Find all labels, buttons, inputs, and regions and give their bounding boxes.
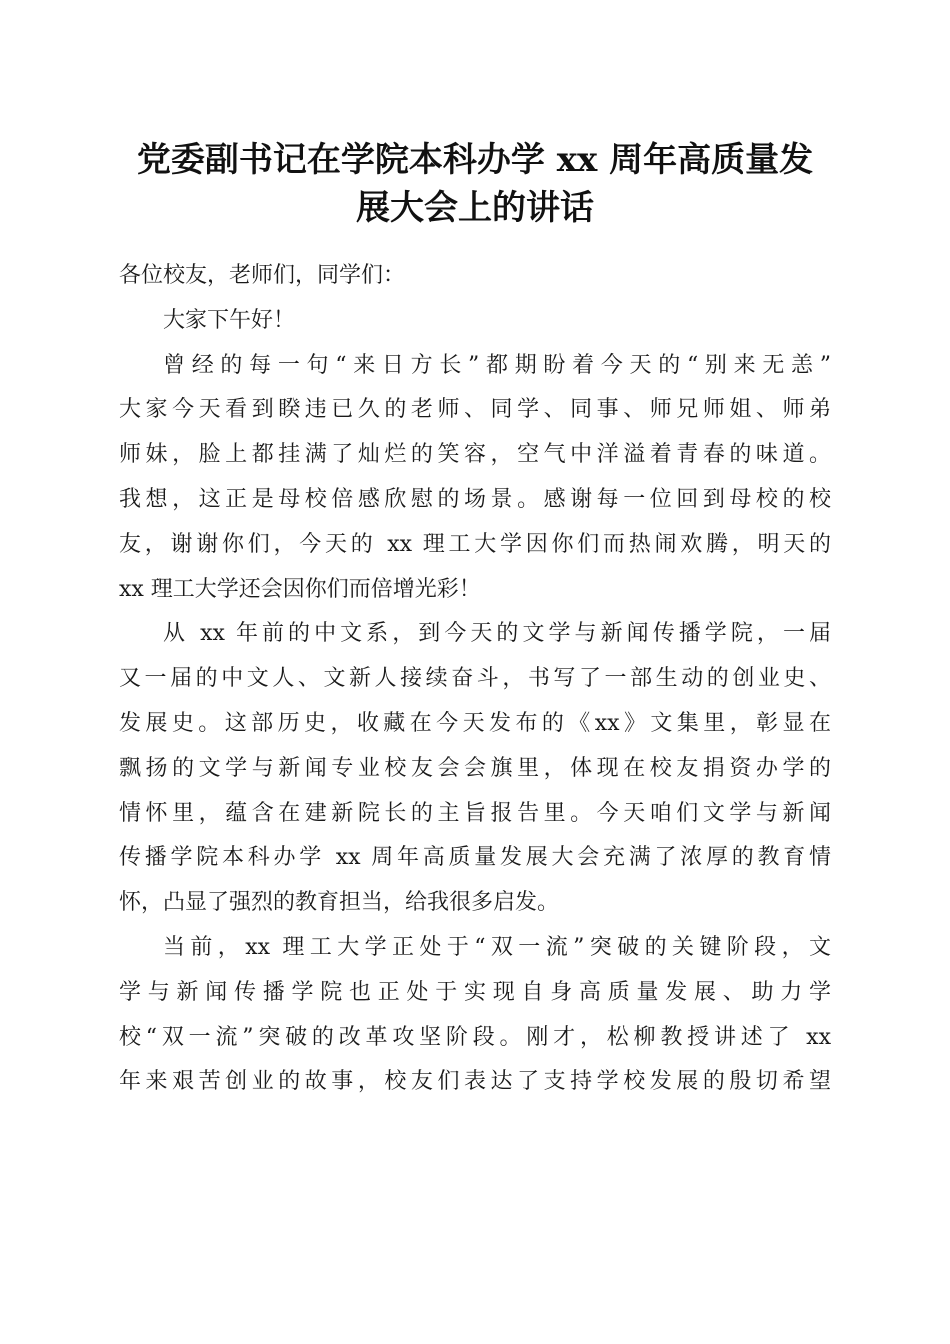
paragraph-line: 发展史。这部历史，收藏在今天发布的《xx》文集里，彰显在 [119, 710, 831, 736]
paragraph-line: 当前，xx 理工大学正处于“双一流”突破的关键阶段，文 [163, 934, 831, 960]
paragraph-line: 飘扬的文学与新闻专业校友会会旗里，体现在校友捐资办学的 [119, 755, 831, 781]
paragraph-line: xx 理工大学还会因你们而倍增光彩！ [119, 576, 481, 602]
paragraph-line: 师妹，脸上都挂满了灿烂的笑容，空气中洋溢着青春的味道。 [119, 442, 831, 468]
paragraph-line: 情怀里，蕴含在建新院长的主旨报告里。今天咱们文学与新闻 [119, 800, 831, 826]
paragraph-line: 大家今天看到睽违已久的老师、同学、同事、师兄师姐、师弟 [119, 397, 831, 423]
paragraph-line: 友，谢谢你们，今天的 xx 理工大学因你们而热闹欢腾，明天的 [119, 531, 831, 557]
title-line-1: 党委副书记在学院本科办学 xx 周年高质量发 [136, 140, 814, 180]
paragraph-line: 怀，凸显了强烈的教育担当，给我很多启发。 [119, 890, 560, 916]
paragraph-line: 曾经的每一句“来日方长”都期盼着今天的“别来无恙” [163, 352, 831, 378]
paragraph-line: 校“双一流”突破的改革攻坚阶段。刚才，松柳教授讲述了 xx [119, 1024, 831, 1050]
title-line-2: 展大会上的讲话 [356, 188, 594, 228]
paragraph-line: 传播学院本科办学 xx 周年高质量发展大会充满了浓厚的教育情 [119, 845, 831, 871]
paragraph-line: 年来艰苦创业的故事，校友们表达了支持学校发展的殷切希望 [119, 1069, 831, 1095]
greeting-line: 大家下午好！ [163, 307, 296, 333]
salutation-line: 各位校友，老师们，同学们： [119, 263, 406, 288]
document-title [100, 136, 850, 232]
paragraph-line: 我想，这正是母校倍感欣慰的场景。感谢每一位回到母校的校 [119, 486, 831, 512]
document-body [119, 254, 831, 1105]
paragraph-line: 从 xx 年前的中文系，到今天的文学与新闻传播学院，一届 [163, 621, 831, 647]
paragraph-line: 又一届的中文人、文新人接续奋斗，书写了一部生动的创业史、 [119, 666, 831, 692]
paragraph-line: 学与新闻传播学院也正处于实现自身高质量发展、助力学 [119, 979, 831, 1005]
